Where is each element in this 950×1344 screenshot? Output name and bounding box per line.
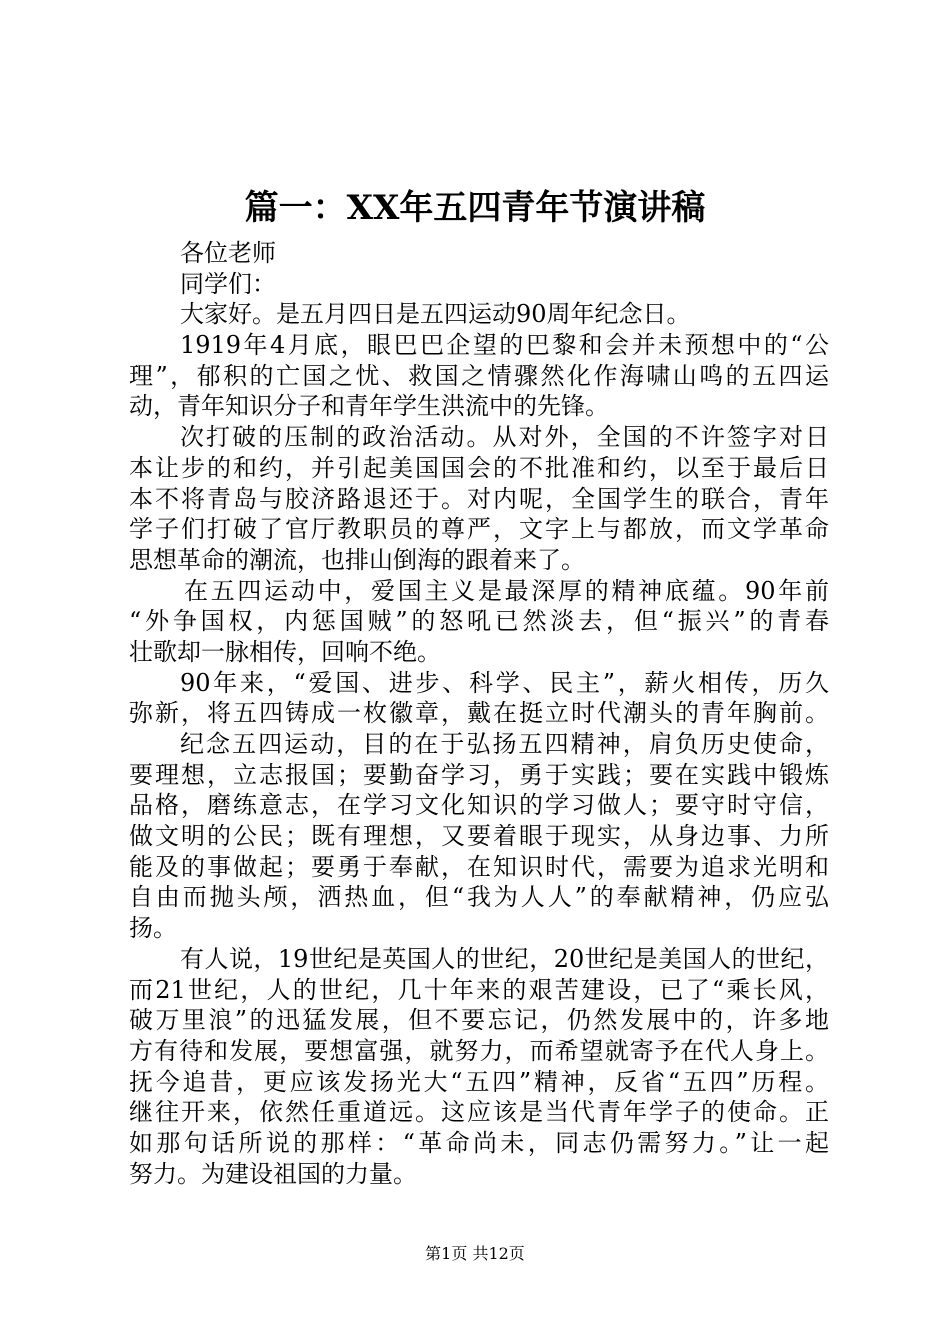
text-line: 弥新，将五四铸成一枚徽章，戴在挺立时代潮头的青年胸前。 <box>129 699 829 728</box>
text-line: 壮歌却一脉相传，回响不绝。 <box>129 637 441 666</box>
text-line: 而21世纪，人的世纪，几十年来的艰苦建设，已了“乘长风， <box>129 975 829 1004</box>
page-footer: 第1页 共12页 <box>425 1244 525 1263</box>
text-line: 破万里浪”的迅猛发展，但不要忘记，仍然发展中的，许多地 <box>129 1006 829 1035</box>
text-line: 90年来，“爱国、进步、科学、民主”，薪火相传，历久 <box>180 668 829 697</box>
text-line: “外争国权，内惩国贼”的怒吼已然淡去，但“振兴”的青春 <box>129 607 829 636</box>
text-line: 大家好。是五月四日是五四运动90周年纪念日。 <box>180 300 691 329</box>
document-title: 篇一：XX年五四青年节演讲稿 <box>244 188 706 228</box>
text-line: 能及的事做起；要勇于奉献，在知识时代，需要为追求光明和 <box>129 852 829 881</box>
text-line: 做文明的公民；既有理想，又要着眼于现实，从身边事、力所 <box>129 822 829 851</box>
document-body <box>129 238 829 1189</box>
text-line: 扬。 <box>129 914 177 943</box>
text-line: 品格，磨练意志，在学习文化知识的学习做人；要守时守信， <box>129 791 829 820</box>
text-line: 继往开来，依然任重道远。这应该是当代青年学子的使命。正 <box>129 1098 829 1127</box>
text-line: 1919年4月底，眼巴巴企望的巴黎和会并未预想中的“公 <box>180 331 829 360</box>
text-line: 同学们： <box>180 269 276 298</box>
text-line: 思想革命的潮流，也排山倒海的跟着来了。 <box>129 545 585 574</box>
text-line: 次打破的压制的政治活动。从对外，全国的不许签字对日 <box>180 423 829 452</box>
text-line: 在五四运动中，爱国主义是最深厚的精神底蕴。90年前 <box>184 576 829 605</box>
text-line: 本让步的和约，并引起美国国会的不批准和约，以至于最后日 <box>129 453 829 482</box>
text-line: 纪念五四运动，目的在于弘扬五四精神，肩负历史使命， <box>180 730 829 758</box>
text-line: 有人说，19世纪是英国人的世纪，20世纪是美国人的世纪， <box>180 944 829 973</box>
text-line: 方有待和发展，要想富强，就努力，而希望就寄予在代人身上。 <box>129 1036 829 1065</box>
text-line: 各位老师 <box>180 239 276 267</box>
text-line: 努力。为建设祖国的力量。 <box>129 1159 417 1188</box>
text-line: 如那句话所说的那样：“革命尚未，同志仍需努力。”让一起 <box>129 1128 829 1157</box>
text-line: 理”，郁积的亡国之忧、救国之情骤然化作海啸山鸣的五四运 <box>129 361 829 390</box>
text-line: 动，青年知识分子和青年学生洪流中的先锋。 <box>129 392 609 421</box>
text-line: 学子们打破了官厅教职员的尊严，文字上与都放，而文学革命 <box>129 515 829 544</box>
text-line: 要理想，立志报国；要勤奋学习，勇于实践；要在实践中锻炼 <box>129 760 829 789</box>
text-line: 自由而抛头颅，洒热血，但“我为人人”的奉献精神，仍应弘 <box>129 883 829 912</box>
text-line: 本不将青岛与胶济路退还于。对内呢，全国学生的联合，青年 <box>129 484 829 513</box>
text-line: 抚今追昔，更应该发扬光大“五四”精神，反省“五四”历程。 <box>129 1067 829 1096</box>
